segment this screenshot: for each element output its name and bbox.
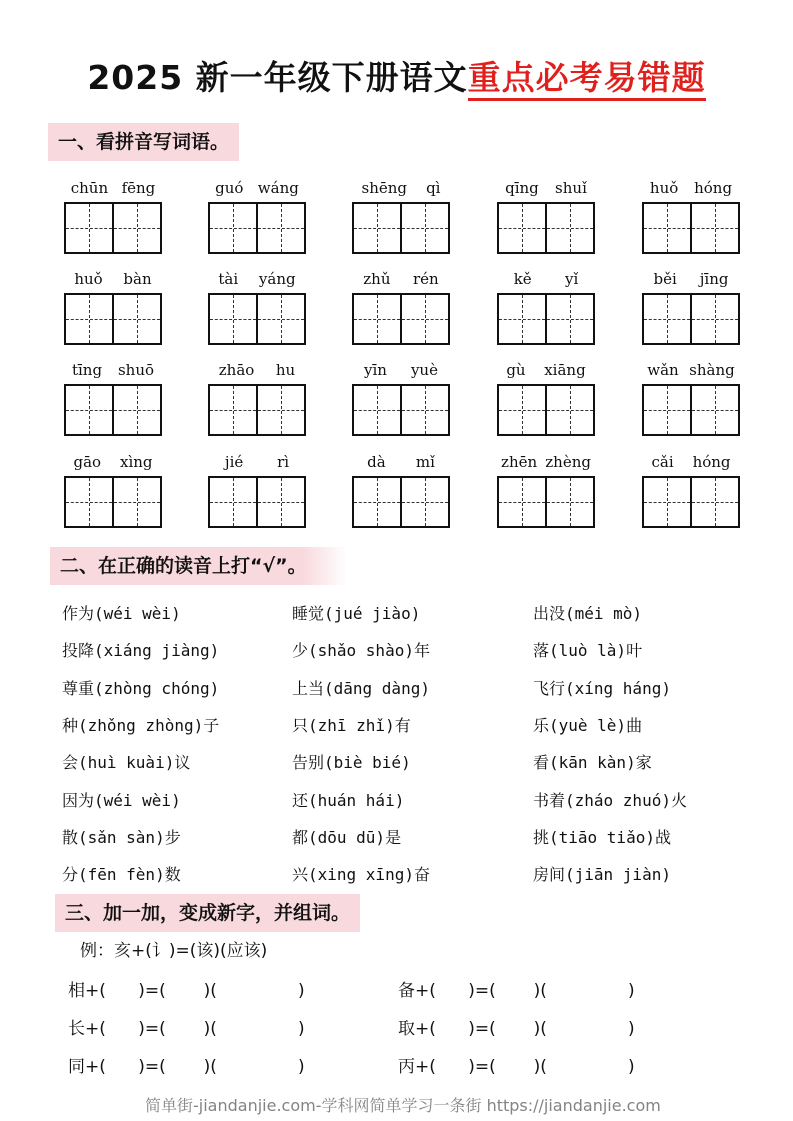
pinyin [208, 360, 306, 380]
pinyin-syllable: hóng [692, 453, 731, 471]
pronunciation-item[interactable]: 还(huán hái) [292, 790, 405, 810]
pronunciation-item[interactable]: 告别(biè bié) [292, 753, 411, 773]
pinyin-syllable: jié [224, 453, 244, 471]
pronunciation-item[interactable]: 房间(jiān jiàn) [533, 865, 671, 885]
pronunciation-item[interactable]: 种(zhǒng zhòng)子 [62, 715, 220, 735]
pinyin [497, 178, 595, 198]
blank-parts[interactable]: +( )=( )( ) [415, 1019, 635, 1039]
pinyin-syllable: tài [218, 270, 239, 288]
pinyin [352, 452, 450, 472]
pronunciation-item[interactable]: 少(shǎo shào)年 [292, 641, 430, 661]
tian-grid-box[interactable] [497, 202, 595, 254]
grid-square[interactable] [499, 204, 545, 252]
pronunciation-item[interactable]: 落(luò là)叶 [533, 641, 643, 661]
pinyin-syllable: huǒ [74, 270, 103, 288]
pinyin-syllable: yáng [258, 270, 296, 288]
pronunciation-item[interactable]: 因为(wéi wèi) [62, 790, 181, 810]
grid-square[interactable] [354, 295, 400, 343]
pinyin-syllable: qì [426, 179, 441, 197]
pinyin-syllable: zhèng [545, 453, 591, 471]
pronunciation-item[interactable]: 乐(yuè lè)曲 [533, 715, 643, 735]
word-cell [64, 178, 162, 254]
grid-square[interactable] [112, 478, 160, 526]
grid-square[interactable] [499, 478, 545, 526]
pinyin-syllable: wáng [257, 179, 299, 197]
grid-square[interactable] [499, 386, 545, 434]
grid-square[interactable] [112, 295, 160, 343]
pinyin-syllable: gù [506, 361, 526, 379]
pinyin [352, 360, 450, 380]
grid-square[interactable] [400, 478, 448, 526]
grid-square[interactable] [690, 204, 738, 252]
pinyin [642, 269, 740, 289]
blank-parts[interactable]: +( )=( )( ) [85, 1057, 305, 1077]
pronunciation-item[interactable]: 挑(tiāo tiǎo)战 [533, 827, 671, 847]
pinyin-syllable: wǎn [647, 361, 679, 379]
grid-square[interactable] [400, 386, 448, 434]
tian-grid-box[interactable] [64, 293, 162, 345]
pinyin [208, 269, 306, 289]
page-title [0, 52, 793, 99]
pinyin-syllable: huǒ [649, 179, 679, 197]
pinyin-syllable: xìng [119, 453, 153, 471]
grid-square[interactable] [545, 204, 593, 252]
tian-grid-box[interactable] [208, 202, 306, 254]
pinyin-syllable: tīng [71, 361, 103, 379]
word-cell [642, 269, 740, 345]
pinyin-syllable: rén [413, 270, 439, 288]
pronunciation-item[interactable]: 出没(méi mò) [533, 604, 643, 623]
section2-heading: 二、在正确的读音上打“√”。 [50, 547, 347, 585]
base-character: 相 [68, 981, 85, 1001]
grid-square[interactable] [112, 386, 160, 434]
grid-square[interactable] [66, 478, 112, 526]
grid-square[interactable] [545, 295, 593, 343]
pronunciation-item[interactable]: 飞行(xíng háng) [533, 678, 671, 698]
tian-grid-box[interactable] [208, 384, 306, 436]
pronunciation-item[interactable]: 睡觉(jué jiào) [292, 604, 421, 623]
grid-square[interactable] [354, 478, 400, 526]
word-cell [497, 360, 595, 436]
pinyin-syllable: guó [215, 179, 244, 197]
base-character: 长 [68, 1019, 85, 1039]
pinyin-syllable: yīn [364, 361, 387, 379]
word-cell [497, 178, 595, 254]
pinyin-syllable: hu [275, 361, 296, 379]
add-character-item[interactable] [398, 980, 635, 1002]
tian-grid-box[interactable] [352, 202, 450, 254]
grid-square[interactable] [210, 386, 256, 434]
pinyin-syllable: shuō [117, 361, 155, 379]
pinyin [497, 452, 595, 472]
word-cell [352, 452, 450, 528]
pinyin [352, 178, 450, 198]
blank-parts[interactable]: +( )=( )( ) [85, 1019, 305, 1039]
base-character: 丙 [398, 1057, 415, 1077]
grid-square[interactable] [644, 204, 690, 252]
grid-square[interactable] [256, 295, 304, 343]
grid-square[interactable] [354, 204, 400, 252]
grid-square[interactable] [690, 295, 738, 343]
pinyin-syllable: shàng [689, 361, 735, 379]
pinyin [64, 452, 162, 472]
pinyin-syllable: xiāng [544, 361, 586, 379]
grid-square[interactable] [256, 204, 304, 252]
tian-grid-box[interactable] [642, 476, 740, 528]
blank-parts[interactable]: +( )=( )( ) [415, 981, 635, 1001]
pinyin [497, 269, 595, 289]
grid-square[interactable] [644, 478, 690, 526]
pinyin-syllable: qīng [505, 179, 539, 197]
pronunciation-item[interactable]: 都(dōu dū)是 [292, 827, 402, 847]
pronunciation-item[interactable]: 书着(zháo zhuó)火 [533, 790, 687, 810]
word-cell [208, 452, 306, 528]
grid-square[interactable] [354, 386, 400, 434]
title-red: 重点必考易错题 [468, 58, 706, 101]
watermark: 简单街-jiandanjie.com-学科网简单学习一条街 https://jiandanjie.com [145, 1096, 661, 1115]
tian-grid-box[interactable] [642, 202, 740, 254]
grid-square[interactable] [400, 295, 448, 343]
tian-grid-box[interactable] [64, 202, 162, 254]
pinyin-syllable: kě [513, 270, 532, 288]
pronunciation-item[interactable]: 作为(wéi wèi) [62, 604, 181, 623]
pronunciation-item[interactable]: 看(kān kàn)家 [533, 753, 652, 773]
pinyin-syllable: zhāo [218, 361, 255, 379]
pinyin-syllable: yǐ [565, 270, 579, 288]
tian-grid-box[interactable] [352, 293, 450, 345]
pronunciation-item[interactable]: 会(huì kuài)议 [62, 753, 191, 773]
word-cell [352, 360, 450, 436]
pinyin [352, 269, 450, 289]
grid-square[interactable] [210, 295, 256, 343]
pronunciation-item[interactable]: 只(zhī zhǐ)有 [292, 715, 411, 735]
grid-square[interactable] [545, 386, 593, 434]
pinyin [642, 178, 740, 198]
pinyin-syllable: chūn [70, 179, 109, 197]
pinyin-syllable: gāo [73, 453, 102, 471]
pinyin-syllable: shēng [361, 179, 408, 197]
tian-grid-box[interactable] [208, 476, 306, 528]
pinyin-syllable: mǐ [415, 453, 435, 471]
pronunciation-item[interactable]: 兴(xing xīng)奋 [292, 865, 430, 885]
pronunciation-item[interactable]: 上当(dāng dàng) [292, 678, 430, 698]
word-cell [208, 178, 306, 254]
add-character-item[interactable] [398, 1056, 635, 1078]
grid-square[interactable] [210, 478, 256, 526]
tian-grid-box[interactable] [352, 384, 450, 436]
tian-grid-box[interactable] [64, 384, 162, 436]
base-character: 备 [398, 981, 415, 1001]
pinyin [208, 452, 306, 472]
grid-square[interactable] [644, 295, 690, 343]
word-cell [642, 360, 740, 436]
title-black: 2025 新一年级下册语文 [87, 58, 468, 97]
tian-grid-box[interactable] [497, 476, 595, 528]
word-cell [64, 452, 162, 528]
word-cell [64, 269, 162, 345]
grid-square[interactable] [66, 386, 112, 434]
base-character: 同 [68, 1057, 85, 1077]
grid-square[interactable] [66, 204, 112, 252]
word-cell [497, 269, 595, 345]
pinyin-syllable: zhēn [501, 453, 538, 471]
pinyin-syllable: dà [367, 453, 386, 471]
pinyin [642, 452, 740, 472]
add-character-item[interactable] [68, 980, 305, 1002]
pronunciation-item[interactable]: 投降(xiáng jiàng) [62, 641, 220, 661]
grid-square[interactable] [499, 295, 545, 343]
pinyin-syllable: hóng [694, 179, 733, 197]
pinyin-syllable: jīng [699, 270, 729, 288]
word-cell [64, 360, 162, 436]
grid-square[interactable] [690, 478, 738, 526]
grid-square[interactable] [112, 204, 160, 252]
word-cell [208, 269, 306, 345]
grid-square[interactable] [210, 204, 256, 252]
tian-grid-box[interactable] [642, 384, 740, 436]
pinyin-syllable: fēng [121, 179, 156, 197]
tian-grid-box[interactable] [64, 476, 162, 528]
grid-square[interactable] [256, 386, 304, 434]
add-character-item[interactable] [68, 1056, 305, 1078]
pinyin [497, 360, 595, 380]
blank-parts[interactable]: +( )=( )( ) [85, 981, 305, 1001]
section1-heading: 一、看拼音写词语。 [48, 123, 239, 161]
tian-grid-box[interactable] [497, 293, 595, 345]
grid-square[interactable] [256, 478, 304, 526]
section3-heading: 三、加一加，变成新字，并组词。 [55, 894, 360, 932]
tian-grid-box[interactable] [352, 476, 450, 528]
pinyin-syllable: shuǐ [555, 179, 587, 197]
word-cell [352, 269, 450, 345]
pinyin [64, 269, 162, 289]
pinyin-syllable: rì [277, 453, 290, 471]
pinyin [64, 360, 162, 380]
pronunciation-item[interactable]: 分(fēn fèn)数 [62, 865, 181, 885]
pronunciation-item[interactable]: 尊重(zhòng chóng) [62, 678, 220, 698]
word-cell [352, 178, 450, 254]
example-line: 例：亥+(讠)=(该)(应该) [80, 941, 268, 961]
pinyin [208, 178, 306, 198]
tian-grid-box[interactable] [497, 384, 595, 436]
pinyin-syllable: běi [653, 270, 677, 288]
pronunciation-item[interactable]: 散(sǎn sàn)步 [62, 827, 181, 847]
word-cell [208, 360, 306, 436]
pinyin-syllable: cǎi [651, 453, 674, 471]
pinyin [64, 178, 162, 198]
grid-square[interactable] [644, 386, 690, 434]
grid-square[interactable] [400, 204, 448, 252]
word-cell [642, 452, 740, 528]
add-character-item[interactable] [398, 1018, 635, 1040]
grid-square[interactable] [66, 295, 112, 343]
base-character: 取 [398, 1019, 415, 1039]
grid-square[interactable] [545, 478, 593, 526]
pinyin [642, 360, 740, 380]
word-cell [642, 178, 740, 254]
blank-parts[interactable]: +( )=( )( ) [415, 1057, 635, 1077]
tian-grid-box[interactable] [208, 293, 306, 345]
tian-grid-box[interactable] [642, 293, 740, 345]
word-cell [497, 452, 595, 528]
grid-square[interactable] [690, 386, 738, 434]
pinyin-syllable: bàn [123, 270, 152, 288]
add-character-item[interactable] [68, 1018, 305, 1040]
pinyin-syllable: yuè [410, 361, 438, 379]
pinyin-syllable: zhǔ [363, 270, 391, 288]
